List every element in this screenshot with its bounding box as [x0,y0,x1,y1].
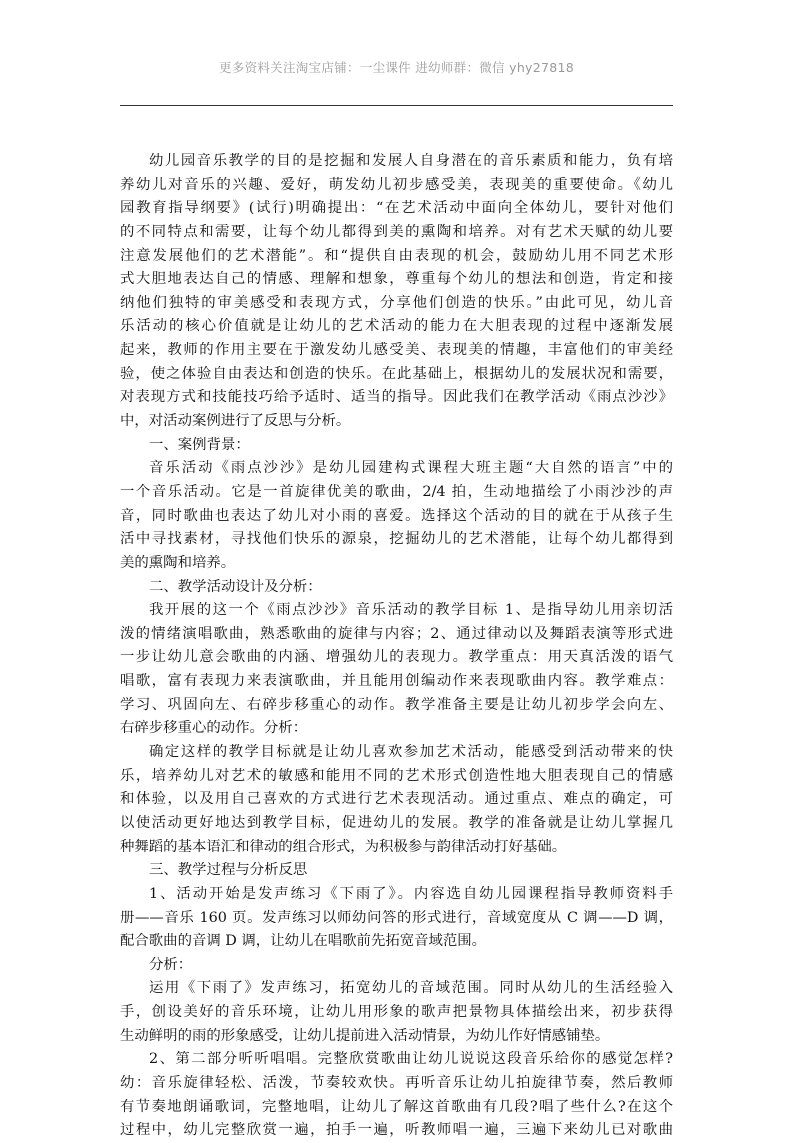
paragraph-line: 一、案例背景： [149,436,250,453]
paragraph-line: 运用《下雨了》发声练习，拓宽幼儿的音域范围。同时从幼儿的生活经验入 [149,980,673,997]
paragraph-line: 幼：音乐旋律轻松、活泼，节奏较欢快。再听音乐让幼儿拍旋律节奏，然后教师 [120,1074,673,1091]
paragraph-line: 幼儿园音乐教学的目的是挖掘和发展人自身潜在的音乐素质和能力，负有培 [149,153,673,169]
paragraph-line: 泼的情绪演唱歌曲，熟悉歌曲的旋律与内容；2、通过律动以及舞蹈表演等形式进 [120,625,673,642]
paragraph-line: 音，同时歌曲也表达了幼儿对小雨的喜爱。选择这个活动的目的就在于从孩子生 [120,507,673,524]
paragraph-line: 册——音乐 160 页。发声练习以师幼问答的形式进行，音域宽度从 C 调——D 调， [120,909,673,926]
paragraph-line: 2、第二部分听听唱唱。完整欣赏歌曲让幼儿说说这段音乐给你的感觉怎样? [149,1051,673,1068]
paragraph-line: 有节奏地朗诵歌词，完整地唱，让幼儿了解这首歌曲有几段?唱了些什么?在这个 [120,1098,673,1115]
paragraph-line: 右碎步移重心的动作。分析： [120,720,308,737]
paragraph-line: 确定这样的教学目标就是让幼儿喜欢参加艺术活动，能感受到活动带来的快 [149,744,673,761]
paragraph-line: 音乐活动《雨点沙沙》是幼儿园建构式课程大班主题“大自然的语言”中的 [149,460,673,477]
paragraph-line: 我开展的这一个《雨点沙沙》音乐活动的教学目标 1、是指导幼儿用亲切活 [149,602,673,619]
paragraph-line: 纳他们独特的审美感受和表现方式，分享他们创造的快乐。”由此可见，幼儿音 [120,294,673,311]
paragraph-line: 1、活动开始是发声练习《下雨了》。内容选自幼儿园课程指导教师资料手 [149,885,673,902]
paragraph-line: 过程中，幼儿完整欣赏一遍，拍手一遍，听教师唱一遍，三遍下来幼儿已对歌曲 [120,1122,673,1139]
paragraph-line: 美的熏陶和培养。 [120,554,236,571]
paragraph-line: 一步让幼儿意会歌曲的内涵、增强幼儿的表现力。教学重点：用天真活泼的语气 [120,649,673,666]
paragraph-line: 配合歌曲的音调 D 调，让幼儿在唱歌前先拓宽音域范围。 [120,933,487,950]
paragraph-line: 以使活动更好地达到教学目标，促进幼儿的发展。教学的准备就是让幼儿掌握几 [120,814,673,831]
paragraph-line: 唱歌，富有表现力来表演歌曲，并且能用创编动作来表现歌曲内容。教学难点： [120,673,673,690]
paragraph-line: 手，创设美好的音乐环境，让幼儿用形象的歌声把景物具体描绘出来，初步获得 [120,1004,673,1021]
paragraph-line: 式大胆地表达自己的情感、理解和想象，尊重每个幼儿的想法和创造，肯定和接 [120,271,673,288]
header-divider [120,105,673,106]
paragraph-line: 三、教学过程与分析反思 [149,862,308,879]
paragraph-line: 注意发展他们的艺术潜能”。和“提供自由表现的机会，鼓励幼儿用不同艺术形 [120,247,673,264]
paragraph-line: 的不同特点和需要，让每个幼儿都得到美的熏陶和培养。对有艺术天赋的幼儿要 [120,223,673,240]
paragraph-line: 对表现方式和技能技巧给予适时、适当的指导。因此我们在教学活动《雨点沙沙》 [120,389,673,406]
paragraph-line: 中，对活动案例进行了反思与分析。 [120,413,351,430]
paragraph-line: 种舞蹈的基本语汇和律动的组合形式，为积极参与韵律活动打好基础。 [120,838,567,855]
paragraph-line: 验，使之体验自由表达和创造的快乐。在此基础上，根据幼儿的发展状况和需要， [120,365,673,382]
paragraph-line: 生动鲜明的雨的形象感受，让幼儿提前进入活动情景，为幼儿作好情感铺垫。 [120,1027,610,1044]
paragraph-line: 乐，培养幼儿对艺术的敏感和能用不同的艺术形式创造性地大胆表现自己的情感 [120,767,673,784]
paragraph-line: 起来，教师的作用主要在于激发幼儿感受美、表现美的情趣，丰富他们的审美经 [120,342,673,359]
paragraph-line: 养幼儿对音乐的兴趣、爱好，萌发幼儿初步感受美，表现美的重要使命。《幼儿 [120,176,673,193]
paragraph-line: 分析： [149,956,193,973]
paragraph-line: 活中寻找素材，寻找他们快乐的源泉，挖掘幼儿的艺术潜能，让每个幼儿都得到 [120,531,673,548]
document-body [120,150,673,1143]
paragraph-line: 一个音乐活动。它是一首旋律优美的歌曲，2/4 拍，生动地描绘了小雨沙沙的声 [120,483,673,500]
paragraph-line: 二、教学活动设计及分析： [149,578,322,595]
paragraph-line: 园教育指导纲要》(试行)明确提出：“在艺术活动中面向全体幼儿，要针对他们 [120,200,673,217]
page-header: 更多资料关注淘宝店铺：一尘课件 进幼师群：微信 yhy27818 [218,60,575,75]
paragraph-line: 和体验，以及用自己喜欢的方式进行艺术表现活动。通过重点、难点的确定，可 [120,791,673,808]
paragraph-line: 乐活动的核心价值就是让幼儿的艺术活动的能力在大胆表现的过程中逐渐发展 [120,318,673,335]
paragraph-line: 学习、巩固向左、右碎步移重心的动作。教学准备主要是让幼儿初步学会向左、 [120,696,673,713]
